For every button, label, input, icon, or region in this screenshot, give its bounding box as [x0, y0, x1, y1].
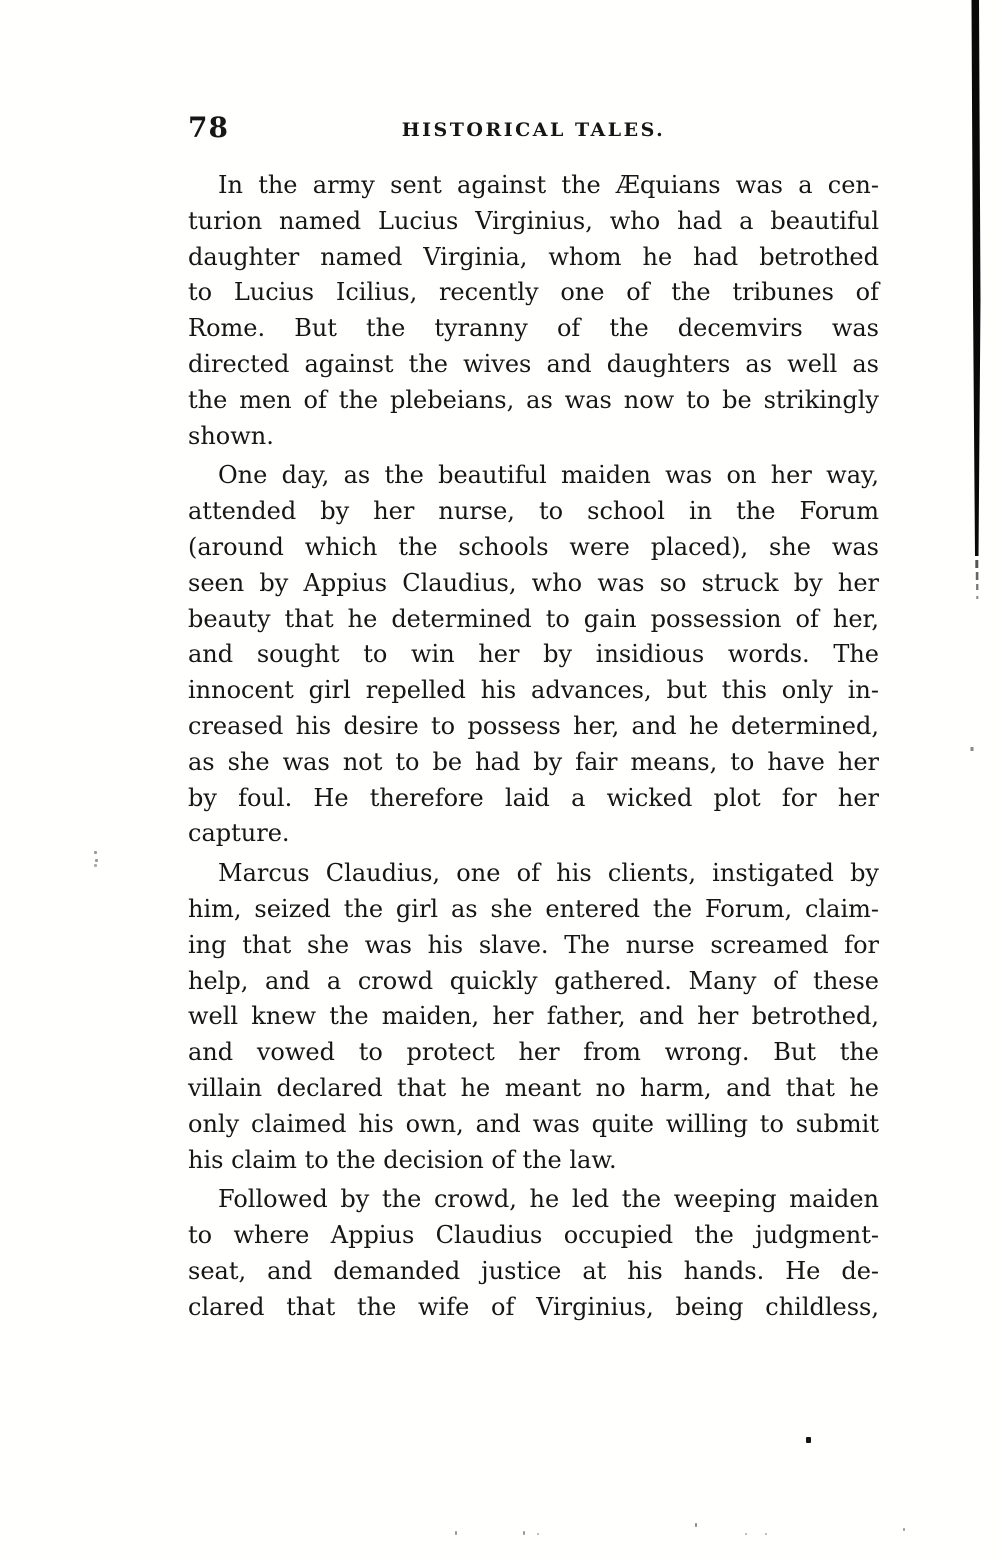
- text-line: beauty that he determined to gain possession of her,: [188, 604, 879, 633]
- text-line: daughter named Virginia, whom he had betrothed: [188, 242, 879, 271]
- text-line: him, seized the girl as she entered the Forum, claim-: [188, 894, 879, 923]
- text-line: One day, as the beautiful maiden was on her way,: [218, 461, 879, 490]
- text-line: directed against the wives and daughters as well as: [188, 349, 879, 378]
- scan-speck: [765, 1533, 767, 1535]
- running-title: HISTORICAL TALES.: [401, 119, 666, 141]
- text-line: turion named Lucius Virginius, who had a beautiful: [188, 206, 879, 235]
- text-line: and vowed to protect her from wrong. But the: [188, 1038, 879, 1067]
- scan-speck: [94, 864, 97, 867]
- text-line: to where Appius Claudius occupied the judgment-: [188, 1221, 879, 1250]
- text-line: seen by Appius Claudius, who was so struck by her: [188, 568, 879, 597]
- text-line: ing that she was his slave. The nurse screamed for: [188, 930, 879, 959]
- paragraph-3: [188, 856, 879, 1178]
- scan-speck: [94, 851, 97, 854]
- text-line: villain declared that he meant no harm, and that he: [188, 1073, 879, 1102]
- scan-speck: [806, 1437, 811, 1443]
- text-line: as she was not to be had by fair means, to have her: [188, 747, 879, 776]
- text-line: help, and a crowd quickly gathered. Many of these: [188, 966, 879, 995]
- text-line: well knew the maiden, her father, and her betrothed,: [188, 1002, 879, 1031]
- text-line: only claimed his own, and was quite willing to submit: [188, 1109, 879, 1138]
- text-line: creased his desire to possess her, and he determined,: [188, 711, 879, 740]
- text-line: Followed by the crowd, he led the weeping maiden: [218, 1185, 879, 1214]
- scan-speck: [523, 1531, 525, 1535]
- scan-speck: [95, 859, 98, 862]
- text-line: Marcus Claudius, one of his clients, instigated by: [218, 859, 879, 888]
- paragraph-1: [188, 168, 879, 454]
- text-line: attended by her nurse, to school in the Forum: [188, 497, 879, 526]
- text-line: Rome. But the tyranny of the decemvirs was: [188, 314, 879, 343]
- running-head: [188, 112, 879, 146]
- scan-speck: [455, 1531, 457, 1535]
- text-line: capture.: [188, 819, 290, 848]
- text-line: (around which the schools were placed), she was: [188, 532, 879, 561]
- scan-speck: [537, 1533, 539, 1535]
- text-line: by foul. He therefore laid a wicked plot for her: [188, 783, 879, 812]
- paragraph-2: [188, 458, 879, 852]
- scan-speck: [903, 1528, 905, 1531]
- paragraph-4: [188, 1182, 879, 1325]
- text-line: innocent girl repelled his advances, but this only in-: [188, 676, 879, 705]
- text-line: seat, and demanded justice at his hands. He de-: [188, 1256, 879, 1285]
- text-line: the men of the plebeians, as was now to be strikingly: [188, 385, 879, 414]
- scan-speck: [745, 1533, 747, 1535]
- page-body: [188, 168, 879, 1326]
- text-line: In the army sent against the Æquians was a cen-: [218, 171, 879, 199]
- text-line: to Lucius Icilius, recently one of the tribunes of: [188, 278, 879, 307]
- text-line: his claim to the decision of the law.: [188, 1145, 617, 1174]
- page-number: 78: [188, 111, 229, 144]
- text-line: and sought to win her by insidious words. The: [188, 640, 879, 669]
- text-line: clared that the wife of Virginius, being childless,: [188, 1292, 879, 1321]
- scan-speck: [695, 1523, 697, 1527]
- text-line: shown.: [188, 421, 274, 450]
